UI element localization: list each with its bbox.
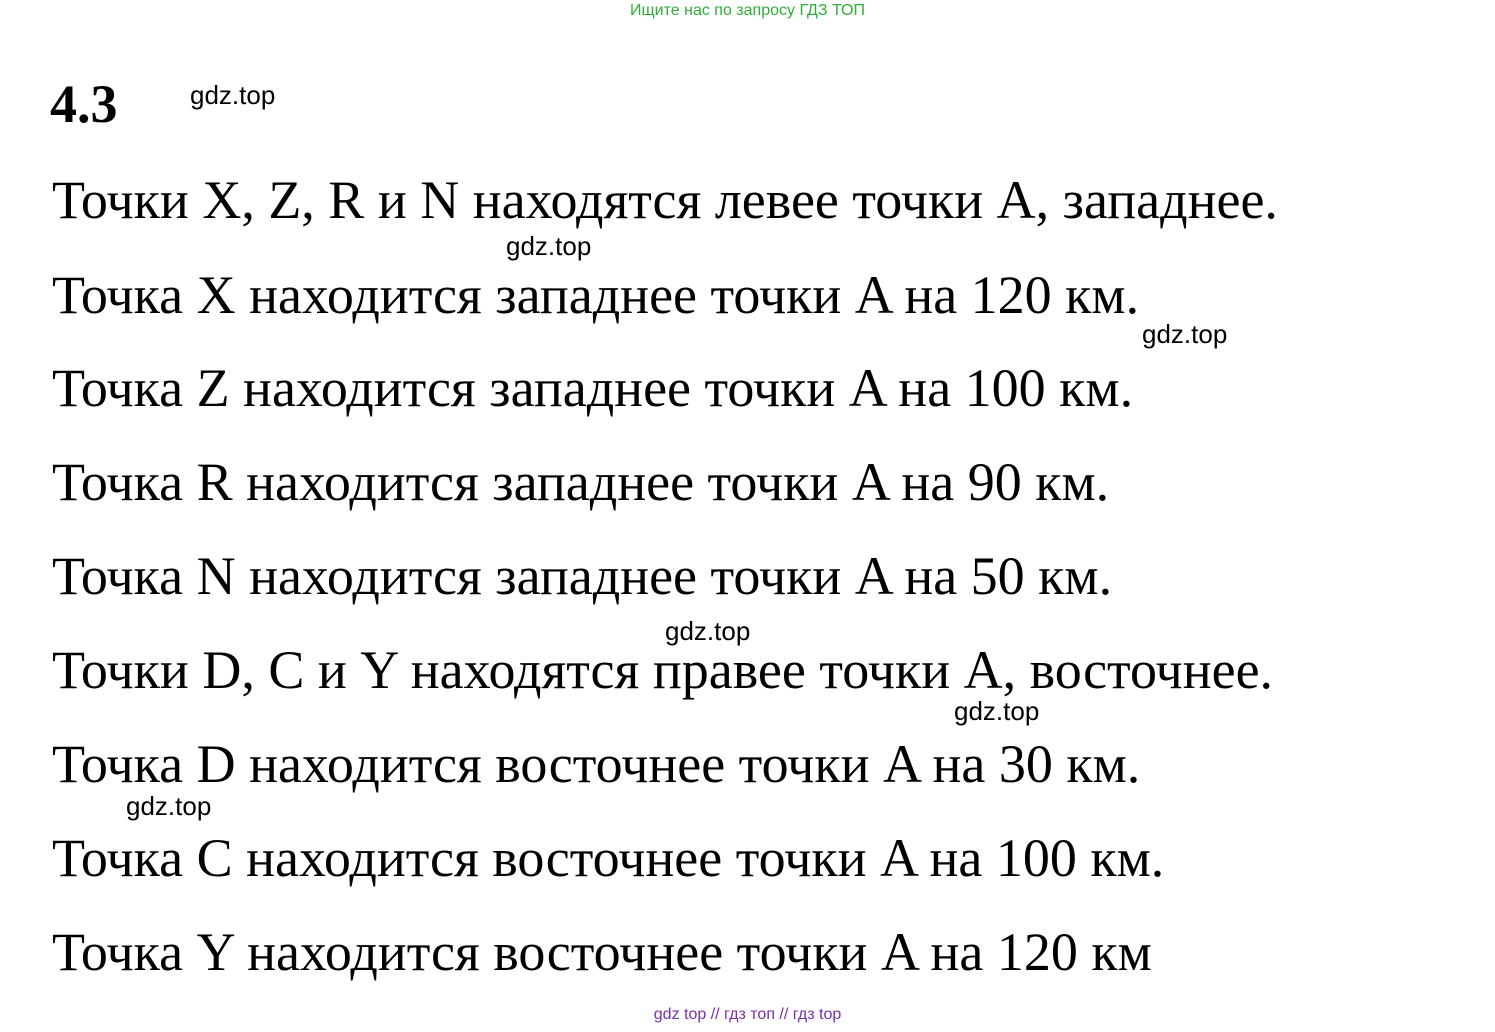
text-line: Точка R находится западнее точки A на 90 км. [52, 452, 1110, 512]
watermark: gdz.top [1142, 319, 1228, 349]
text-line: Точка Y находится восточнее точки A на 120 км [52, 922, 1152, 982]
watermark: gdz.top [665, 616, 751, 646]
text-line: Точки D, C и Y находятся правее точки A, восточнее. [52, 640, 1274, 700]
watermark: gdz.top [954, 696, 1040, 726]
top-banner: Ищите нас по запросу ГДЗ ТОП [630, 2, 865, 19]
watermark: gdz.top [506, 231, 592, 261]
text-line: Точка D находится восточнее точки A на 30 км. [52, 734, 1141, 794]
text-line: Точка X находится западнее точки A на 120 км. [52, 265, 1140, 325]
task-number: 4.3 [50, 74, 118, 134]
footer-links: gdz top // гдз топ // гдз top [653, 1006, 842, 1023]
watermark: gdz.top [190, 80, 276, 110]
text-line: Точки X, Z, R и N находятся левее точки A, западнее. [52, 170, 1278, 230]
text-line: Точка Z находится западнее точки A на 100 км. [52, 358, 1134, 418]
text-line: Точка C находится восточнее точки A на 100 км. [52, 828, 1165, 888]
watermark: gdz.top [126, 791, 212, 821]
text-line: Точка N находится западнее точки A на 50 км. [52, 546, 1113, 606]
